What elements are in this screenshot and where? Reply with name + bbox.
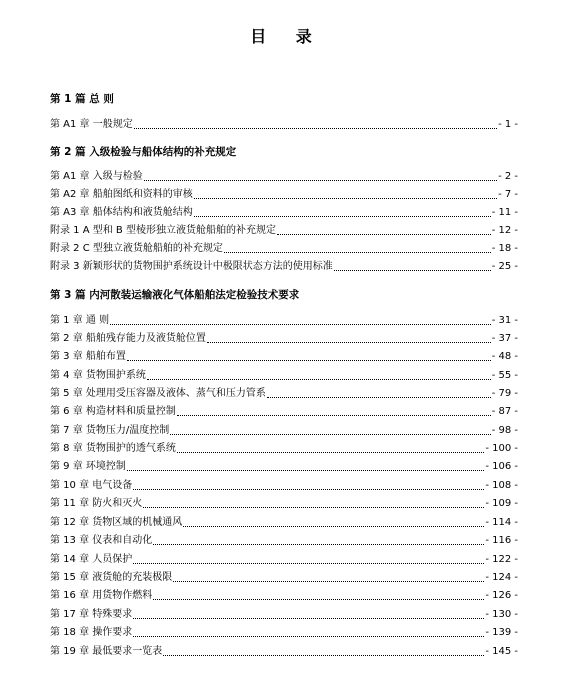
toc-entry-page: - 122 - — [485, 554, 518, 565]
toc-entry[interactable] — [50, 369, 518, 383]
toc-entry-label: 第 A2 章 船舶图纸和资料的审核 — [50, 189, 193, 200]
toc-entry[interactable] — [50, 170, 518, 184]
toc-entry[interactable] — [50, 188, 518, 202]
toc-entry[interactable] — [50, 553, 518, 567]
dot-leader — [224, 252, 491, 253]
part-heading: 第 2 篇 入级检验与船体结构的补充规定 — [50, 146, 237, 158]
dot-leader — [153, 599, 484, 600]
toc-entry-label: 第 19 章 最低要求一览表 — [50, 646, 163, 657]
toc-entry[interactable] — [50, 479, 518, 493]
toc-entry-label: 第 5 章 处理用受压容器及液体、蒸气和压力管系 — [50, 388, 266, 399]
toc-entry[interactable] — [50, 460, 518, 474]
toc-entry-label: 第 18 章 操作要求 — [50, 627, 133, 638]
toc-entry-page: - 139 - — [485, 627, 518, 638]
toc-entry-label: 第 9 章 环境控制 — [50, 461, 126, 472]
dot-leader — [194, 198, 497, 199]
toc-entry[interactable] — [50, 516, 518, 530]
dot-leader — [127, 360, 491, 361]
toc-entry-page: - 124 - — [485, 572, 518, 583]
toc-entry[interactable] — [50, 608, 518, 622]
toc-entry-page: - 100 - — [485, 443, 518, 454]
toc-entry-page: - 87 - — [491, 406, 518, 417]
dot-leader — [134, 128, 497, 129]
toc-entry-page: - 145 - — [485, 646, 518, 657]
toc-entry-page: - 114 - — [485, 517, 518, 528]
part-heading: 第 1 篇 总 则 — [50, 93, 114, 105]
toc-entry[interactable] — [50, 350, 518, 364]
toc-entry-label: 第 17 章 特殊要求 — [50, 609, 133, 620]
dot-leader — [194, 216, 491, 217]
dot-leader — [277, 234, 491, 235]
toc-entry-page: - 48 - — [491, 351, 518, 362]
toc-entry-page: - 18 - — [491, 243, 518, 254]
toc-entry-label: 第 8 章 货物围护的透气系统 — [50, 443, 176, 454]
toc-entry-page: - 55 - — [491, 370, 518, 381]
toc-entry-page: - 98 - — [491, 425, 518, 436]
toc-entry[interactable] — [50, 118, 518, 132]
toc-entry[interactable] — [50, 332, 518, 346]
page-title: 目 录 — [250, 27, 324, 46]
dot-leader — [133, 489, 484, 490]
toc-entry-page: - 130 - — [485, 609, 518, 620]
dot-leader — [147, 379, 491, 380]
toc-entry[interactable] — [50, 442, 518, 456]
toc-entry[interactable] — [50, 260, 518, 274]
toc-entry-page: - 37 - — [491, 333, 518, 344]
dot-leader — [177, 452, 484, 453]
toc-entry-label: 第 1 章 通 则 — [50, 315, 110, 326]
toc-entry[interactable] — [50, 242, 518, 256]
toc-entry[interactable] — [50, 645, 518, 659]
toc-entry-page: - 1 - — [498, 119, 518, 130]
dot-leader — [144, 180, 497, 181]
toc-entry-label: 第 11 章 防火和灭火 — [50, 498, 143, 509]
part-heading: 第 3 篇 内河散装运输液化气体船舶法定检验技术要求 — [50, 289, 300, 301]
toc-entry-page: - 109 - — [485, 498, 518, 509]
toc-entry-label: 第 12 章 货物区域的机械通风 — [50, 517, 183, 528]
toc-entry-page: - 12 - — [491, 225, 518, 236]
toc-entry-label: 第 15 章 液货舱的充装极限 — [50, 572, 173, 583]
dot-leader — [133, 563, 484, 564]
dot-leader — [133, 618, 484, 619]
toc-entry-page: - 25 - — [491, 261, 518, 272]
toc-entry[interactable] — [50, 534, 518, 548]
toc-entry-label: 第 A1 章 入级与检验 — [50, 171, 143, 182]
toc-entry-page: - 31 - — [491, 315, 518, 326]
toc-entry-page: - 11 - — [491, 207, 518, 218]
toc-entry[interactable] — [50, 387, 518, 401]
dot-leader — [153, 544, 484, 545]
toc-entry-label: 第 4 章 货物围护系统 — [50, 370, 146, 381]
dot-leader — [110, 324, 491, 325]
dot-leader — [173, 581, 484, 582]
toc-entry-label: 附录 3 新颖形状的货物围护系统设计中极限状态方法的使用标准 — [50, 261, 333, 272]
dot-leader — [177, 415, 491, 416]
toc-entry[interactable] — [50, 589, 518, 603]
dot-leader — [183, 526, 484, 527]
toc-entry-page: - 106 - — [485, 461, 518, 472]
toc-entry[interactable] — [50, 206, 518, 220]
toc-entry-label: 第 13 章 仪表和自动化 — [50, 535, 153, 546]
toc-entry-label: 附录 1 A 型和 B 型棱形独立液货舱船舶的补充规定 — [50, 225, 276, 236]
toc-entry-page: - 2 - — [498, 171, 518, 182]
toc-entry-label: 第 10 章 电气设备 — [50, 480, 133, 491]
toc-entry[interactable] — [50, 424, 518, 438]
toc-entry-label: 第 A1 章 一般规定 — [50, 119, 133, 130]
toc-entry[interactable] — [50, 314, 518, 328]
dot-leader — [133, 636, 484, 637]
toc-entry-page: - 7 - — [498, 189, 518, 200]
toc-entry[interactable] — [50, 626, 518, 640]
toc-entry-page: - 116 - — [485, 535, 518, 546]
toc-entry-label: 第 7 章 货物压力/温度控制 — [50, 425, 170, 436]
toc-entry-label: 第 2 章 船舶残存能力及液货舱位置 — [50, 333, 206, 344]
toc-entry-page: - 108 - — [485, 480, 518, 491]
toc-entry[interactable] — [50, 497, 518, 511]
toc-entry[interactable] — [50, 571, 518, 585]
dot-leader — [170, 434, 490, 435]
toc-entry-label: 第 14 章 人员保护 — [50, 554, 133, 565]
toc-entry[interactable] — [50, 224, 518, 238]
toc-entry-label: 第 16 章 用货物作燃料 — [50, 590, 153, 601]
dot-leader — [207, 342, 491, 343]
dot-leader — [163, 655, 484, 656]
toc-entry-label: 附录 2 C 型独立液货舱船舶的补充规定 — [50, 243, 223, 254]
dot-leader — [143, 507, 484, 508]
toc-entry-label: 第 A3 章 船体结构和液货舱结构 — [50, 207, 193, 218]
toc-entry-label: 第 3 章 船舶布置 — [50, 351, 126, 362]
toc-entry-page: - 79 - — [491, 388, 518, 399]
toc-entry-page: - 126 - — [485, 590, 518, 601]
dot-leader — [267, 397, 491, 398]
toc-entry-label: 第 6 章 构造材料和质量控制 — [50, 406, 176, 417]
toc-entry[interactable] — [50, 405, 518, 419]
dot-leader — [127, 470, 484, 471]
dot-leader — [334, 270, 491, 271]
